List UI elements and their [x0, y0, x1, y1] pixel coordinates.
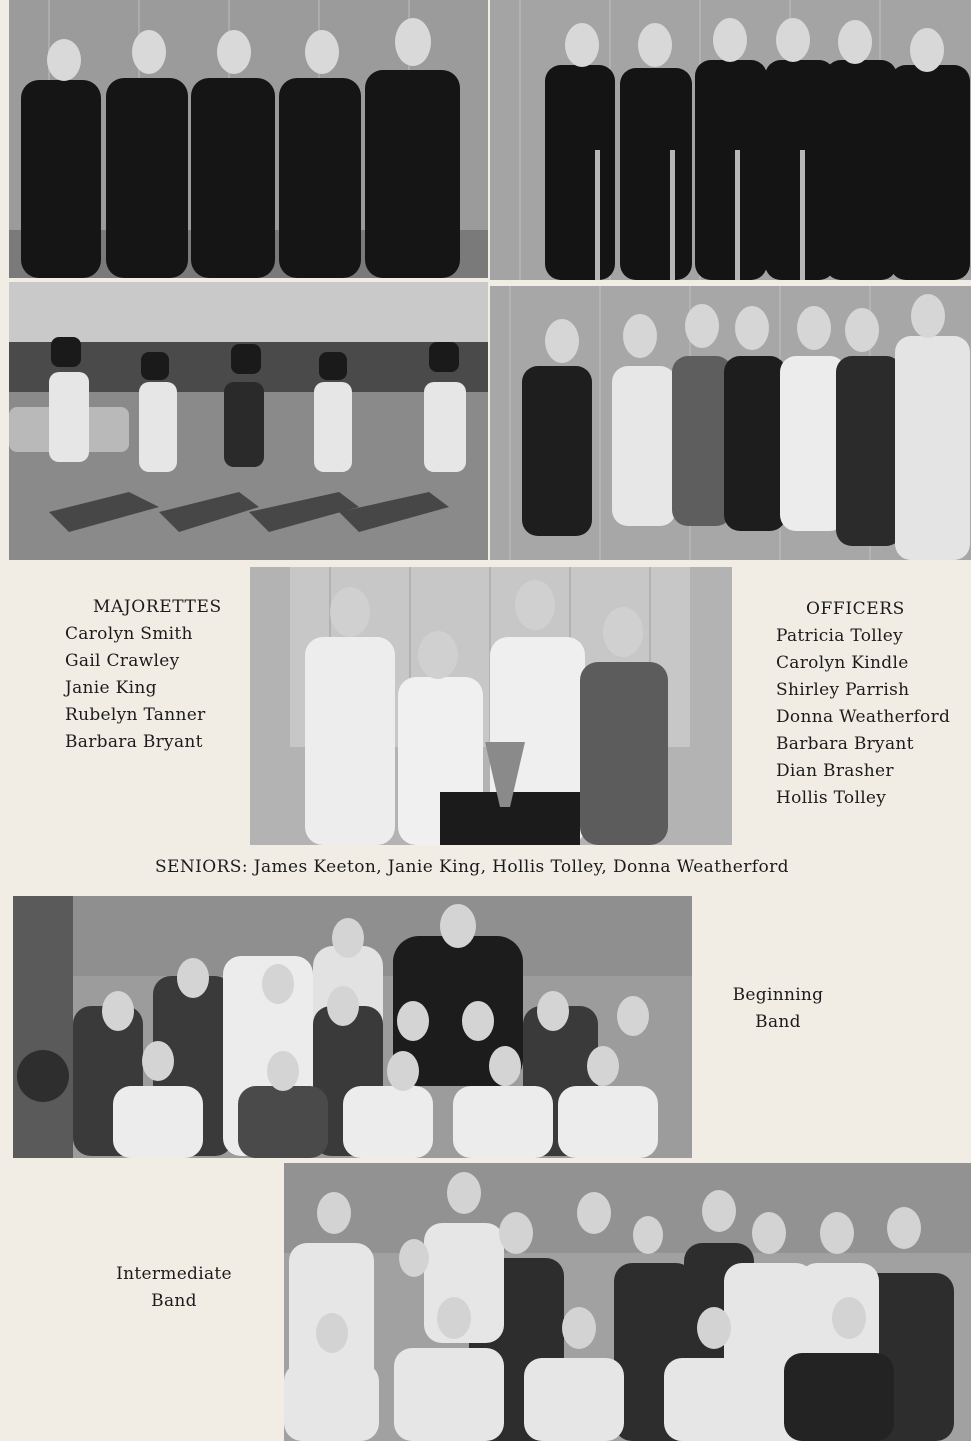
majorettes-caption: [65, 594, 245, 756]
majorettes-heading: MAJORETTES: [93, 597, 222, 617]
intermediate-band-line1: Intermediate: [116, 1264, 232, 1284]
intermediate-band-line2: Band: [151, 1291, 197, 1311]
photo-officers-group: [490, 286, 971, 560]
beginning-band-line1: Beginning: [732, 985, 824, 1005]
officer-name: Donna Weatherford: [776, 707, 951, 727]
officers-caption: [776, 596, 971, 812]
majorette-name: Janie King: [65, 678, 157, 698]
photo-majorettes-field: [9, 282, 488, 560]
officer-name: Barbara Bryant: [776, 734, 914, 754]
beginning-band-label: [722, 982, 834, 1036]
majorette-name: Gail Crawley: [65, 651, 180, 671]
officer-name: Carolyn Kindle: [776, 653, 909, 673]
officer-name: Dian Brasher: [776, 761, 894, 781]
photo-seniors-trophy: [250, 567, 732, 845]
officer-name: Hollis Tolley: [776, 788, 887, 808]
officer-name: Patricia Tolley: [776, 626, 903, 646]
majorette-name: Rubelyn Tanner: [65, 705, 206, 725]
photo-beginning-band: [13, 896, 692, 1158]
photo-girls-band-uniforms: [490, 0, 971, 280]
seniors-line: SENIORS: James Keeton, Janie King, Hollis Tolley, Donna Weatherford: [155, 857, 789, 877]
photo-intermediate-band: [284, 1163, 971, 1441]
beginning-band-line2: Band: [755, 1012, 801, 1032]
officer-name: Shirley Parrish: [776, 680, 910, 700]
officers-heading: OFFICERS: [806, 599, 905, 619]
majorette-name: Carolyn Smith: [65, 624, 193, 644]
photo-boys-band-uniforms: [9, 0, 488, 278]
intermediate-band-label: [112, 1261, 236, 1315]
majorette-name: Barbara Bryant: [65, 732, 203, 752]
